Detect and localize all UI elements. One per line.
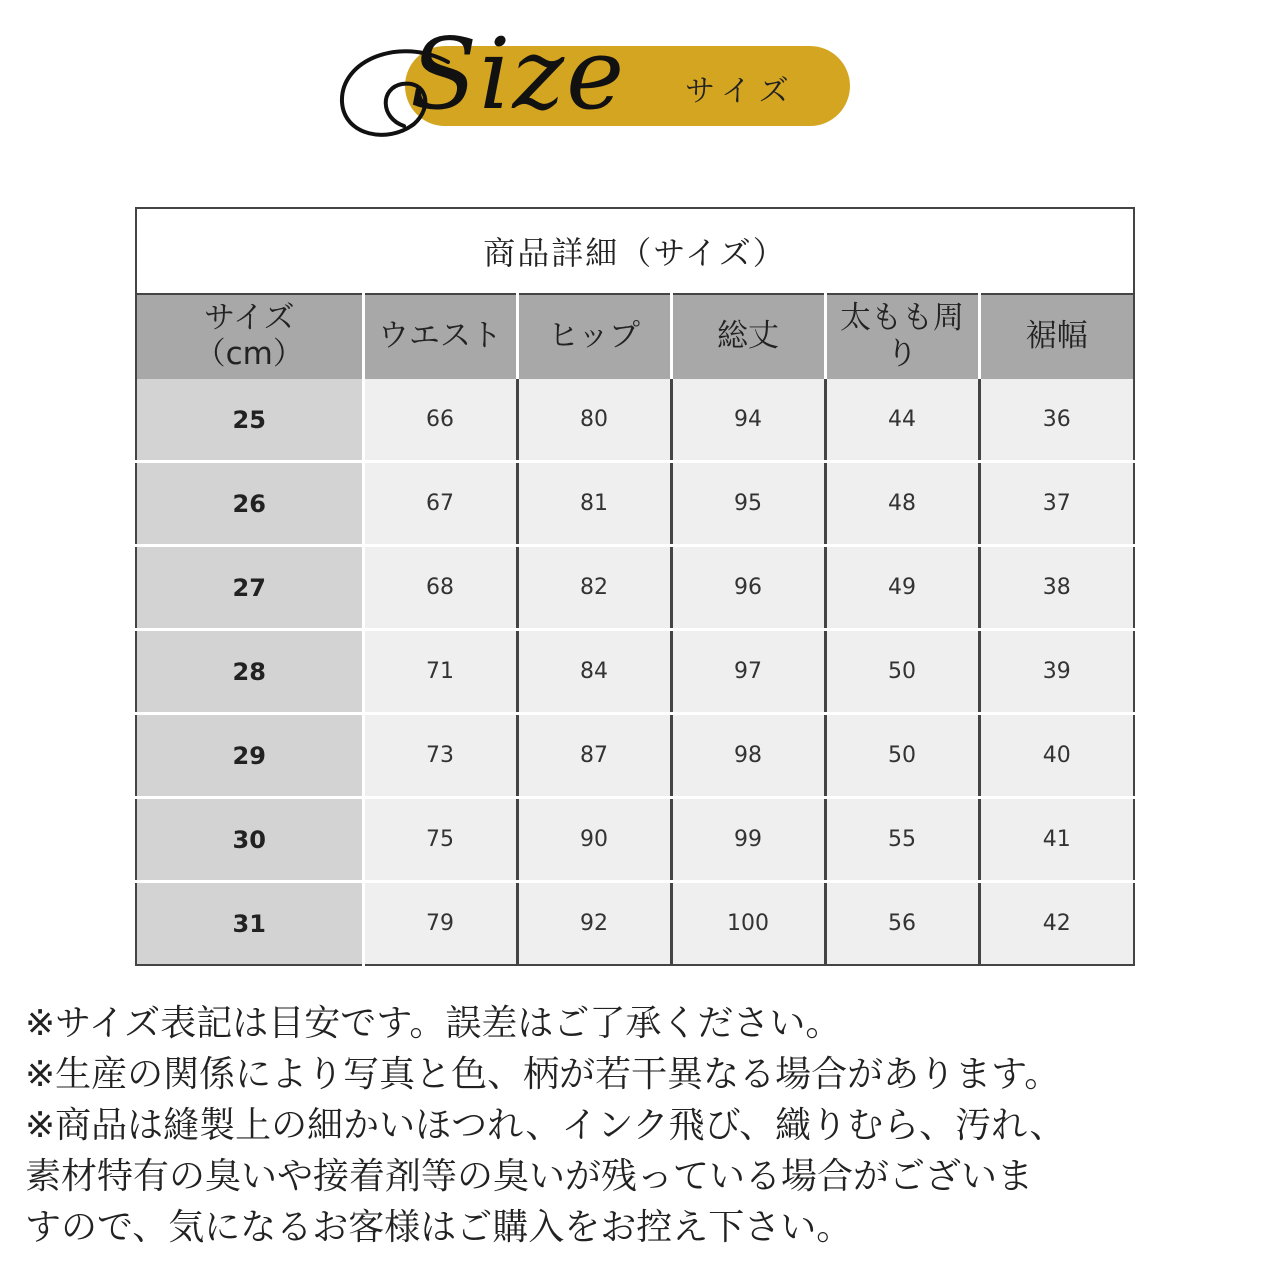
table-cell: 56 — [825, 882, 979, 966]
header-hem: 裾幅 — [979, 294, 1134, 379]
table-cell: 44 — [825, 379, 979, 462]
table-cell: 95 — [671, 462, 825, 546]
table-cell: 40 — [979, 714, 1134, 798]
row-size-cell: 25 — [136, 379, 363, 462]
table-cell: 100 — [671, 882, 825, 966]
table-cell: 98 — [671, 714, 825, 798]
table-cell: 41 — [979, 798, 1134, 882]
note-line: すので、気になるお客様はご購入をお控え下さい。 — [25, 1207, 853, 1248]
table-cell: 50 — [825, 630, 979, 714]
table-cell: 68 — [363, 546, 517, 630]
table-row — [136, 714, 1134, 798]
logo-kana-text: サイズ — [685, 74, 797, 109]
table-cell: 38 — [979, 546, 1134, 630]
table-cell: 67 — [363, 462, 517, 546]
table-row — [136, 462, 1134, 546]
table-cell: 55 — [825, 798, 979, 882]
table-cell: 90 — [517, 798, 671, 882]
table-cell: 84 — [517, 630, 671, 714]
row-size-cell: 28 — [136, 630, 363, 714]
table-cell: 71 — [363, 630, 517, 714]
table-cell: 42 — [979, 882, 1134, 966]
table-cell: 80 — [517, 379, 671, 462]
table-cell: 87 — [517, 714, 671, 798]
table-cell: 48 — [825, 462, 979, 546]
table-row — [136, 379, 1134, 462]
table-cell: 97 — [671, 630, 825, 714]
row-size-cell: 26 — [136, 462, 363, 546]
row-size-cell: 29 — [136, 714, 363, 798]
table-row — [136, 546, 1134, 630]
note-line: ※サイズ表記は目安です。誤差はご了承ください。 — [25, 1003, 842, 1044]
table-cell: 66 — [363, 379, 517, 462]
header-thigh: 太もも周り — [825, 294, 979, 379]
header-length: 総丈 — [671, 294, 825, 379]
table-cell: 96 — [671, 546, 825, 630]
table-row — [136, 630, 1134, 714]
table-cell: 81 — [517, 462, 671, 546]
table-cell: 36 — [979, 379, 1134, 462]
table-cell: 75 — [363, 798, 517, 882]
header-hip: ヒップ — [517, 294, 671, 379]
note-line: ※商品は縫製上の細かいほつれ、インク飛び、織りむら、汚れ、 — [25, 1105, 1066, 1146]
header-size-label: サイズ （cm） — [194, 300, 304, 372]
logo-size-text: Size — [410, 18, 627, 132]
header-waist: ウエスト — [363, 294, 517, 379]
row-size-cell: 30 — [136, 798, 363, 882]
notes-block — [25, 998, 1270, 1253]
table-row — [136, 882, 1134, 966]
table-cell: 37 — [979, 462, 1134, 546]
table-header-row — [136, 294, 1134, 379]
table-row — [136, 798, 1134, 882]
table-caption: 商品詳細（サイズ） — [136, 208, 1134, 294]
note-line: 素材特有の臭いや接着剤等の臭いが残っている場合がございま — [25, 1156, 1034, 1197]
table-cell: 73 — [363, 714, 517, 798]
size-table — [135, 207, 1135, 966]
header-size — [136, 294, 363, 379]
size-logo — [330, 18, 870, 150]
row-size-cell: 31 — [136, 882, 363, 966]
table-cell: 79 — [363, 882, 517, 966]
table-cell: 94 — [671, 379, 825, 462]
table-cell: 49 — [825, 546, 979, 630]
note-line: ※生産の関係により写真と色、柄が若干異なる場合があります。 — [25, 1054, 1061, 1095]
table-cell: 39 — [979, 630, 1134, 714]
table-cell: 92 — [517, 882, 671, 966]
table-cell: 82 — [517, 546, 671, 630]
table-cell: 99 — [671, 798, 825, 882]
table-cell: 50 — [825, 714, 979, 798]
row-size-cell: 27 — [136, 546, 363, 630]
